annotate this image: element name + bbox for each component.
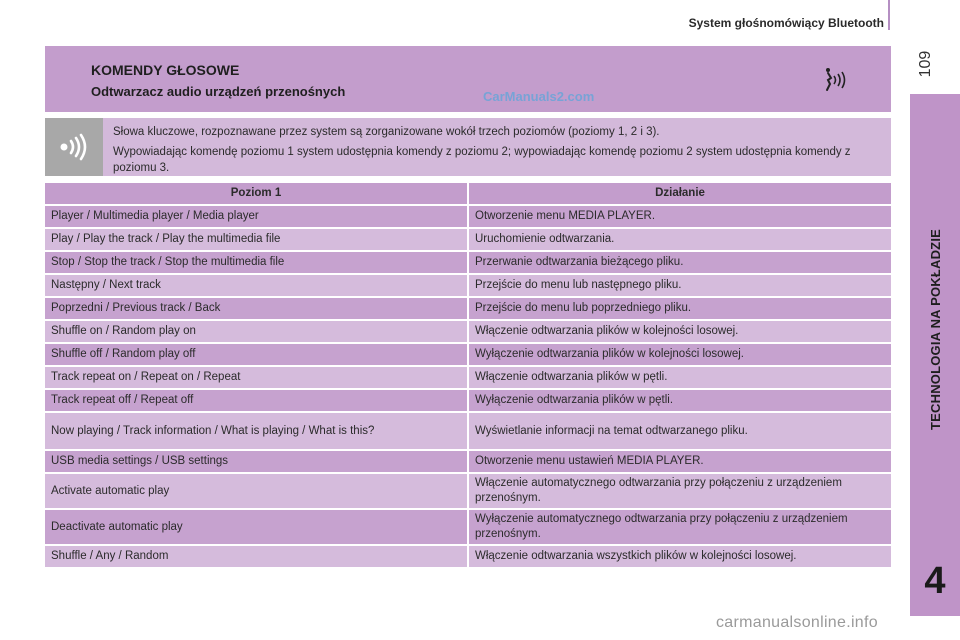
table-cell-command: Track repeat off / Repeat off <box>45 390 467 411</box>
table-cell-command: Shuffle / Any / Random <box>45 546 467 567</box>
table-row <box>45 510 891 544</box>
running-header: System głośnomówiący Bluetooth <box>688 16 884 30</box>
table-row <box>45 229 891 250</box>
table-cell-action: Włączenie automatycznego odtwarzania przy połączeniu z urządzeniem przenośnym. <box>469 474 891 508</box>
table-cell-action: Otworzenie menu ustawień MEDIA PLAYER. <box>469 451 891 472</box>
table-row <box>45 321 891 342</box>
table-cell-command: Poprzedni / Previous track / Back <box>45 298 467 319</box>
table-row <box>45 390 891 411</box>
watermark-carmanuals: CarManuals2.com <box>483 89 595 104</box>
table-row <box>45 546 891 567</box>
table-row <box>45 298 891 319</box>
table-cell-action: Włączenie odtwarzania wszystkich plików w kolejności losowej. <box>469 546 891 567</box>
table-cell-command: Deactivate automatic play <box>45 510 467 544</box>
table-cell-action: Przejście do menu lub poprzedniego pliku. <box>469 298 891 319</box>
table-cell-action: Wyłączenie odtwarzania plików w pętli. <box>469 390 891 411</box>
chapter-number: 4 <box>924 560 946 602</box>
table-row <box>45 344 891 365</box>
table-cell-command: Stop / Stop the track / Stop the multimedia file <box>45 252 467 273</box>
table-cell-command: USB media settings / USB settings <box>45 451 467 472</box>
table-row <box>45 206 891 227</box>
table-cell-command: Następny / Next track <box>45 275 467 296</box>
table-cell-action: Wyłączenie odtwarzania plików w kolejności losowej. <box>469 344 891 365</box>
chapter-side-label <box>910 94 960 564</box>
table-cell-command: Track repeat on / Repeat on / Repeat <box>45 367 467 388</box>
table-row <box>45 275 891 296</box>
page-number: 109 <box>917 50 934 78</box>
table-row <box>45 474 891 508</box>
table-cell-command: Play / Play the track / Play the multimedia file <box>45 229 467 250</box>
watermark-carmanualsonline: carmanualsonline.info <box>716 614 878 631</box>
table-cell-action: Przejście do menu lub następnego pliku. <box>469 275 891 296</box>
voice-commands-table <box>45 183 891 569</box>
sound-waves-icon <box>57 132 91 162</box>
table-header-row <box>45 183 891 204</box>
table-cell-command: Shuffle on / Random play on <box>45 321 467 342</box>
table-cell-action: Uruchomienie odtwarzania. <box>469 229 891 250</box>
table-header-action: Działanie <box>469 183 891 204</box>
section-subtitle: Odtwarzacz audio urządzeń przenośnych <box>91 84 346 99</box>
table-cell-command: Shuffle off / Random play off <box>45 344 467 365</box>
info-paragraph-1: Słowa kluczowe, rozpoznawane przez system są zorganizowane wokół trzech poziomów (poziomy 1, 2 i 3). <box>113 126 660 138</box>
info-box <box>45 118 891 176</box>
table-cell-action: Otworzenie menu MEDIA PLAYER. <box>469 206 891 227</box>
header-divider <box>888 0 890 30</box>
table-cell-action: Przerwanie odtwarzania bieżącego pliku. <box>469 252 891 273</box>
section-title: KOMENDY GŁOSOWE <box>91 62 240 78</box>
table-cell-action: Włączenie odtwarzania plików w pętli. <box>469 367 891 388</box>
table-row <box>45 451 891 472</box>
table-cell-command: Activate automatic play <box>45 474 467 508</box>
table-cell-command: Now playing / Track information / What is playing / What is this? <box>45 413 467 449</box>
table-cell-command: Player / Multimedia player / Media player <box>45 206 467 227</box>
table-cell-action: Wyłączenie automatycznego odtwarzania przy połączeniu z urządzeniem przenośnym. <box>469 510 891 544</box>
chapter-title: TECHNOLOGIA NA POKŁADZIE <box>927 228 943 430</box>
table-row <box>45 413 891 449</box>
table-row <box>45 252 891 273</box>
table-cell-action: Włączenie odtwarzania plików w kolejności losowej. <box>469 321 891 342</box>
info-text <box>113 124 883 180</box>
table-cell-action: Wyświetlanie informacji na temat odtwarzanego pliku. <box>469 413 891 449</box>
voice-command-icon <box>821 64 849 94</box>
section-title-box <box>45 46 891 112</box>
table-header-level1: Poziom 1 <box>45 183 467 204</box>
table-row <box>45 367 891 388</box>
info-paragraph-2: Wypowiadając komendę poziomu 1 system udostępnia komendy z poziomu 2; wypowiadając komendę poziomu 2 system udostępnia komendy z poziomu 3. <box>113 146 851 174</box>
info-icon-box <box>45 118 103 176</box>
